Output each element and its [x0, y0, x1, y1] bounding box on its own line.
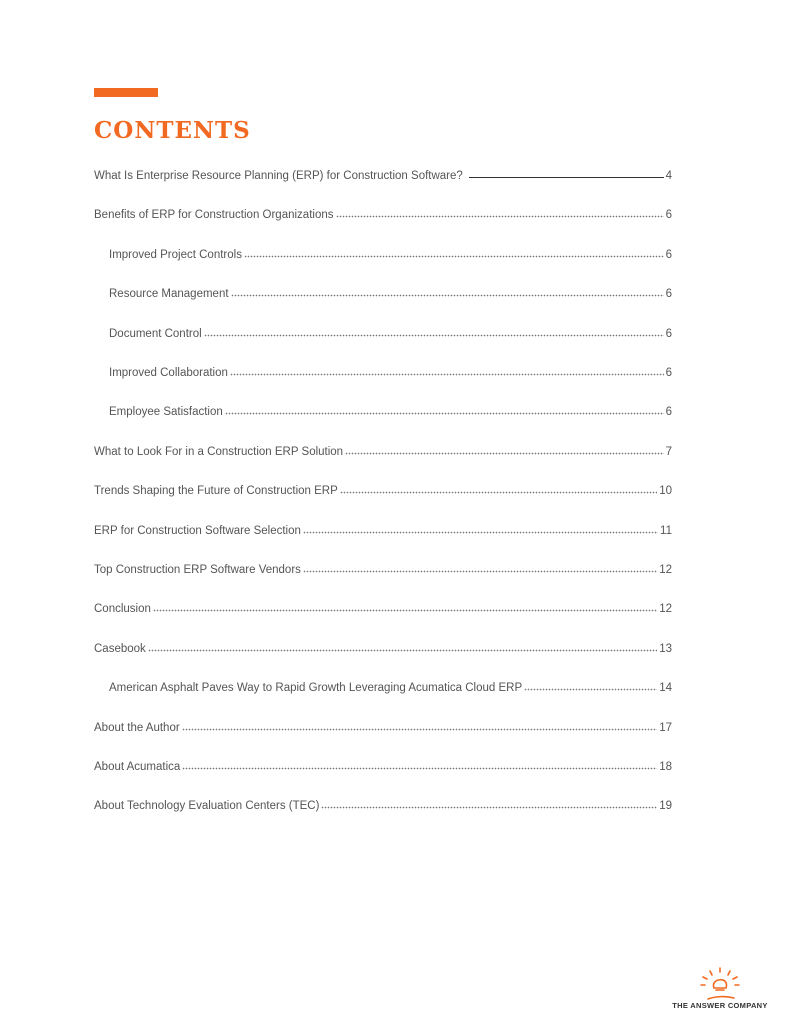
toc-entry-label: About the Author	[94, 721, 180, 734]
toc-entry-label: Casebook	[94, 642, 146, 655]
toc-entry-page: 6	[665, 367, 672, 379]
toc-leader	[345, 451, 664, 455]
toc-entry-page: 12	[659, 603, 672, 616]
toc-entry-page: 17	[659, 721, 672, 734]
toc-leader	[336, 214, 664, 218]
toc-entry-page: 6	[665, 406, 672, 419]
toc-entry-label: Trends Shaping the Future of Construction ERP	[94, 485, 338, 498]
toc-entry[interactable]	[94, 517, 672, 537]
toc-leader	[148, 648, 657, 652]
company-logo	[660, 966, 780, 1020]
toc-entry-label: About Technology Evaluation Centers (TEC)	[94, 800, 320, 813]
toc-entry-label: What to Look For in a Construction ERP Solution	[94, 445, 344, 458]
toc-leader	[182, 727, 658, 731]
toc-entry-label: Employee Satisfaction	[109, 406, 223, 419]
toc-leader	[303, 569, 657, 573]
toc-entry[interactable]	[94, 792, 672, 812]
toc-entry[interactable]	[94, 438, 672, 458]
toc-entry[interactable]	[94, 162, 672, 182]
toc-leader	[230, 372, 664, 376]
toc-entry[interactable]	[94, 201, 672, 221]
toc-entry-label: What Is Enterprise Resource Planning (ERP) for Construction Software?	[94, 170, 463, 182]
toc-entry[interactable]	[94, 753, 672, 773]
toc-leader	[524, 687, 657, 691]
toc-entry-page: 18	[659, 761, 672, 773]
toc-entry-label: About Acumatica	[94, 761, 181, 773]
toc-entry[interactable]	[109, 398, 672, 418]
toc-leader	[303, 530, 658, 534]
toc-entry-page: 13	[659, 642, 672, 655]
page-title: CONTENTS	[94, 117, 251, 144]
toc-entry-page: 6	[665, 288, 672, 301]
toc-entry-label: Benefits of ERP for Construction Organizations	[94, 209, 334, 222]
toc-leader	[321, 805, 657, 809]
toc-entry[interactable]	[94, 477, 672, 497]
toc-entry[interactable]	[94, 714, 672, 734]
toc-entry-page: 10	[659, 485, 672, 498]
toc-entry[interactable]	[109, 359, 672, 379]
toc-leader	[231, 293, 664, 297]
toc-entry-page: 6	[665, 248, 672, 261]
toc-entry-page: 11	[660, 524, 672, 537]
toc-entry-label: Improved Project Controls	[109, 248, 242, 261]
toc-entry-label: Document Control	[109, 327, 202, 340]
toc-leader	[225, 411, 664, 415]
toc-leader	[153, 608, 657, 612]
toc-entry[interactable]	[109, 241, 672, 261]
toc-leader	[182, 766, 657, 770]
toc-entry-page: 7	[665, 445, 672, 458]
toc-leader	[469, 177, 664, 178]
toc-entry-label: ERP for Construction Software Selection	[94, 524, 301, 537]
toc-entry-page: 19	[659, 800, 672, 813]
toc-entry[interactable]	[109, 320, 672, 340]
toc-entry[interactable]	[109, 280, 672, 300]
toc-entry-label: American Asphalt Paves Way to Rapid Growth Leveraging Acumatica Cloud ERP	[109, 682, 523, 695]
toc-entry[interactable]	[94, 635, 672, 655]
toc-leader	[244, 254, 664, 258]
logo-text: THE ANSWER COMPANY	[672, 1001, 768, 1010]
toc-entry[interactable]	[94, 556, 672, 576]
toc-entry-label: Top Construction ERP Software Vendors	[94, 564, 301, 576]
toc-entry-page: 6	[665, 209, 672, 222]
toc-entry-page: 6	[665, 327, 672, 340]
toc-entry-page: 14	[659, 682, 672, 695]
toc-entry-label: Improved Collaboration	[109, 367, 228, 379]
toc-leader	[340, 490, 657, 494]
lightbulb-icon	[690, 966, 750, 1002]
toc-entry-page: 12	[659, 564, 672, 576]
toc-entry-label: Resource Management	[109, 288, 229, 301]
toc-entry[interactable]	[109, 674, 672, 694]
toc-entry[interactable]	[94, 595, 672, 615]
toc-entry-page: 4	[665, 170, 672, 182]
toc-leader	[204, 333, 664, 337]
toc-entry-label: Conclusion	[94, 603, 151, 616]
